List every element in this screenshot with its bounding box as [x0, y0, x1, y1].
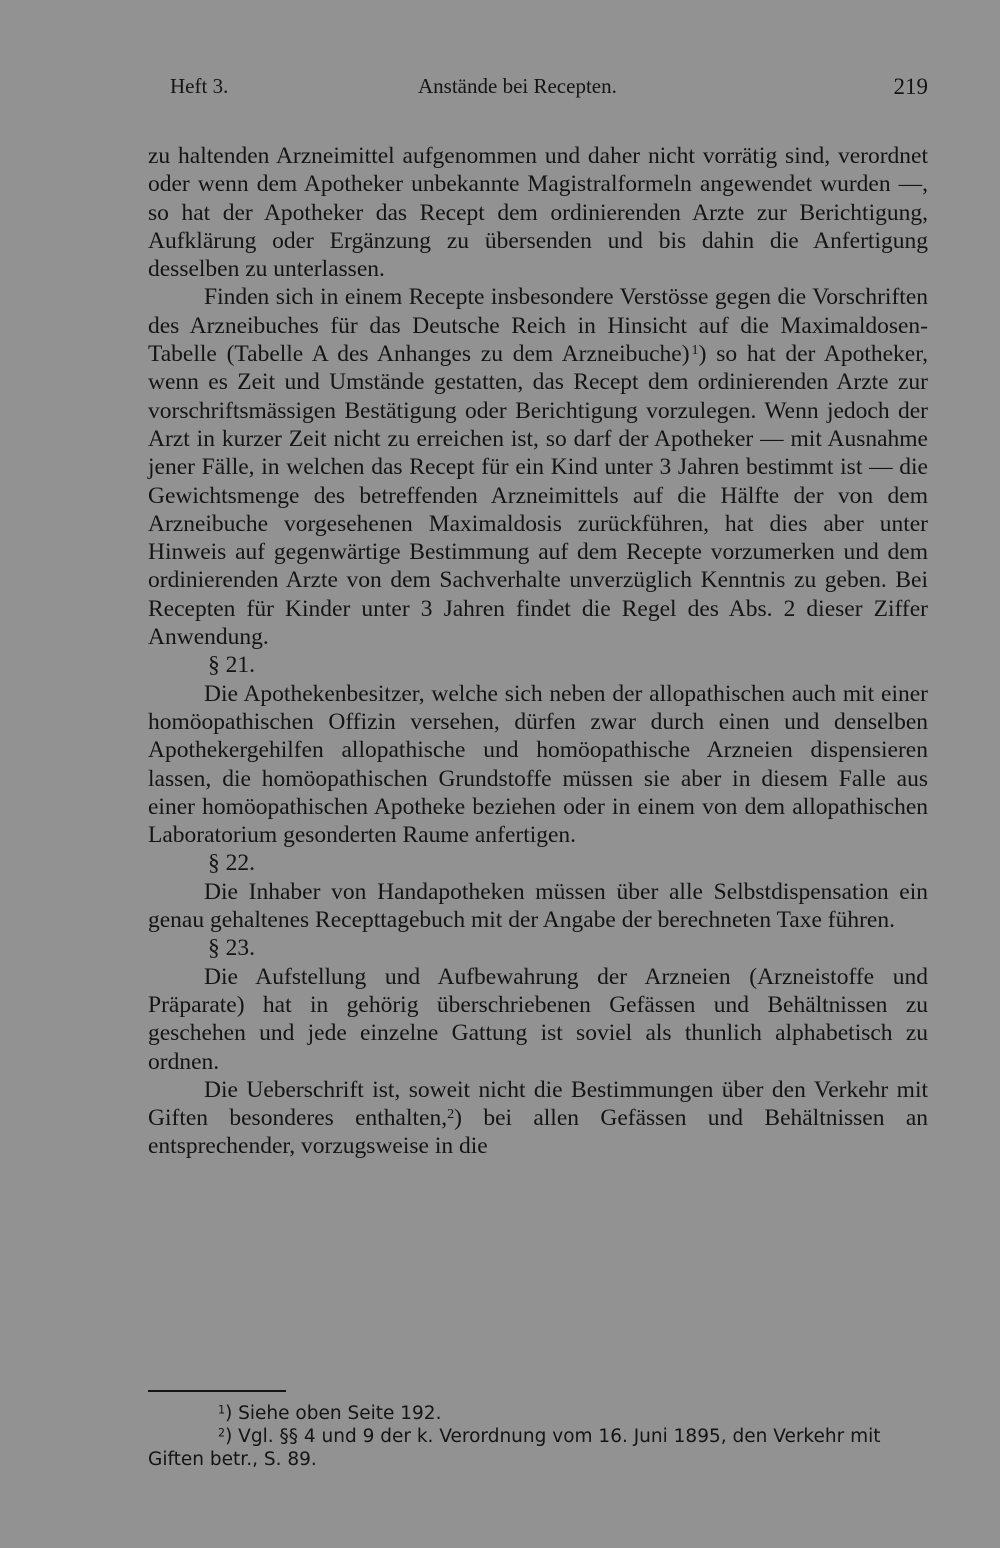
paragraph-text: bei allen Gefässen und Behältnissen an entsprechender, vorzugsweise in die: [148, 1105, 928, 1160]
paragraph-text: Finden sich in einem Recepte insbesondere Verstösse gegen die Vorschriften des Arzneibuches für das Deutsche Reich in Hinsicht auf die Maximaldosen-Tabelle (Tabelle A des Anhanges zu dem Arzneibuche): [148, 284, 928, 368]
paragraph-labels: Die Ueberschrift ist, soweit nicht die Bestimmungen über den Verkehr mit Giften besonderes enthalten,$^2$) bei allen Gefässen und Behältnissen an entsprechender, vorzugsweise in die: [148, 1076, 928, 1160]
paragraph-text: so hat der Apotheker, wenn es Zeit und Umstände gestatten, das Recept dem ordinierenden Arzte zur vorschriftsmässigen Bestätigung oder Berichtigung vorzulegen. Wenn jedoch der Arzt in kurzer Zeit nicht zu erreichen ist, so darf der Apotheker — mit Ausnahme jener Fälle, in welchen das Recept für ein Kind unter 3 Jahren bestimmt ist — die Gewichtsmenge des betreffenden Arzneimittels auf die Hälfte der von dem Arzneibuche vorgesehenen Maximaldosis zurückführen, hat dies aber unter Hinweis auf gegenwärtige Bestimmung auf dem Recepte vorzumerken und dem ordinierenden Arzte von dem Sachverhalte unverzüglich Kenntnis zu geben. Bei Recepten für Kinder unter 3 Jahren findet die Regel des Abs. 2 dieser Ziffer Anwendung.: [148, 341, 928, 651]
footnote-2: $^2$) Vgl. §§ 4 und 9 der k. Verordnung vom 16. Juni 1895, den Verkehr mit Giften betr., S. 89.: [148, 1426, 881, 1470]
section-heading-21: § 21.: [208, 652, 255, 679]
section-heading-22: § 22.: [208, 850, 255, 877]
paragraph-homeopathic: Die Apothekenbesitzer, welche sich neben der allopathischen auch mit einer homöopathischen Offizin versehen, dürfen zwar durch einen und denselben Apothekergehilfen allopathische und homöopathische Arzneien dispensieren lassen, die homöopathischen Grundstoffe müssen sie aber in diesem Falle aus einer homöopathischen Apotheke beziehen oder in einem von dem allopathischen Laboratorium gesonderten Raume anfertigen.: [148, 680, 928, 849]
footnote-text: Siehe oben Seite 192.: [238, 1403, 442, 1424]
footnote-number: 2: [218, 1426, 226, 1440]
running-title: Anstände bei Recepten.: [418, 74, 617, 98]
section-heading-23: § 23.: [208, 935, 255, 962]
main-text: [148, 142, 928, 1161]
footnote-number: 1: [218, 1403, 226, 1417]
paragraph-maximal-doses: Finden sich in einem Recepte insbesondere Verstösse gegen die Vorschriften des Arzneibuches für das Deutsche Reich in Hinsicht auf die Maximaldosen-Tabelle (Tabelle A des Anhanges zu dem Arzneibuche) $^1$) so hat der Apotheker, wenn es Zeit und Umstände gestatten, das Recept dem ordinierenden Arzte zur vorschriftsmässigen Bestätigung oder Berichtigung vorzulegen. Wenn jedoch der Arzt in kurzer Zeit nicht zu erreichen ist, so darf der Apotheker — mit Ausnahme jener Fälle, in welchen das Recept für ein Kind unter 3 Jahren bestimmt ist — die Gewichtsmenge des betreffenden Arzneimittels auf die Hälfte der von dem Arzneibuche vorgesehenen Maximaldosis zurückführen, hat dies aber unter Hinweis auf gegenwärtige Bestimmung auf dem Recepte vorzumerken und dem ordinierenden Arzte von dem Sachverhalte unverzüglich Kenntnis zu geben. Bei Recepten für Kinder unter 3 Jahren findet die Regel des Abs. 2 dieser Ziffer Anwendung.: [148, 284, 928, 651]
footnote-marker-1: 1: [691, 342, 699, 359]
paragraph-text: Die Ueberschrift ist, soweit nicht die Bestimmungen über den Verkehr mit Giften besonderes enthalten,: [148, 1076, 928, 1132]
footnotes: [148, 1402, 930, 1471]
footnote-1: $^1$) Siehe oben Seite 192.: [218, 1403, 442, 1424]
footnote-text: Vgl. §§ 4 und 9 der k. Verordnung vom 16. Juni 1895, den Verkehr mit Giften betr., S. 89.: [148, 1426, 881, 1470]
footnote-divider: [148, 1390, 286, 1392]
issue-label: Heft 3.: [170, 74, 229, 98]
paragraph-hand-pharmacies: Die Inhaber von Handapotheken müssen über alle Selbstdispensation ein genau gehaltenes Recepttagebuch mit der Angabe der berechneten Taxe führen.: [148, 878, 928, 934]
paragraph-storage: Die Aufstellung und Aufbewahrung der Arzneien (Arzneistoffe und Präparate) hat in gehörig überschriebenen Gefässen und Behältnissen zu geschehen und jede einzelne Gattung ist soviel als thunlich alphabetisch zu ordnen.: [148, 963, 928, 1075]
footnote-marker-2: 2: [447, 1106, 455, 1123]
running-header: [148, 74, 928, 108]
paragraph-continued: zu haltenden Arzneimittel aufgenommen und daher nicht vorrätig sind, verordnet oder wenn dem Apotheker unbekannte Magistralformeln angewendet wurden —, so hat der Apotheker das Recept dem ordinierenden Arzte zur Berichtigung, Aufklärung oder Ergänzung zu übersenden und bis dahin die Anfertigung desselben zu unterlassen.: [148, 143, 928, 283]
page-number: 219: [893, 74, 928, 99]
